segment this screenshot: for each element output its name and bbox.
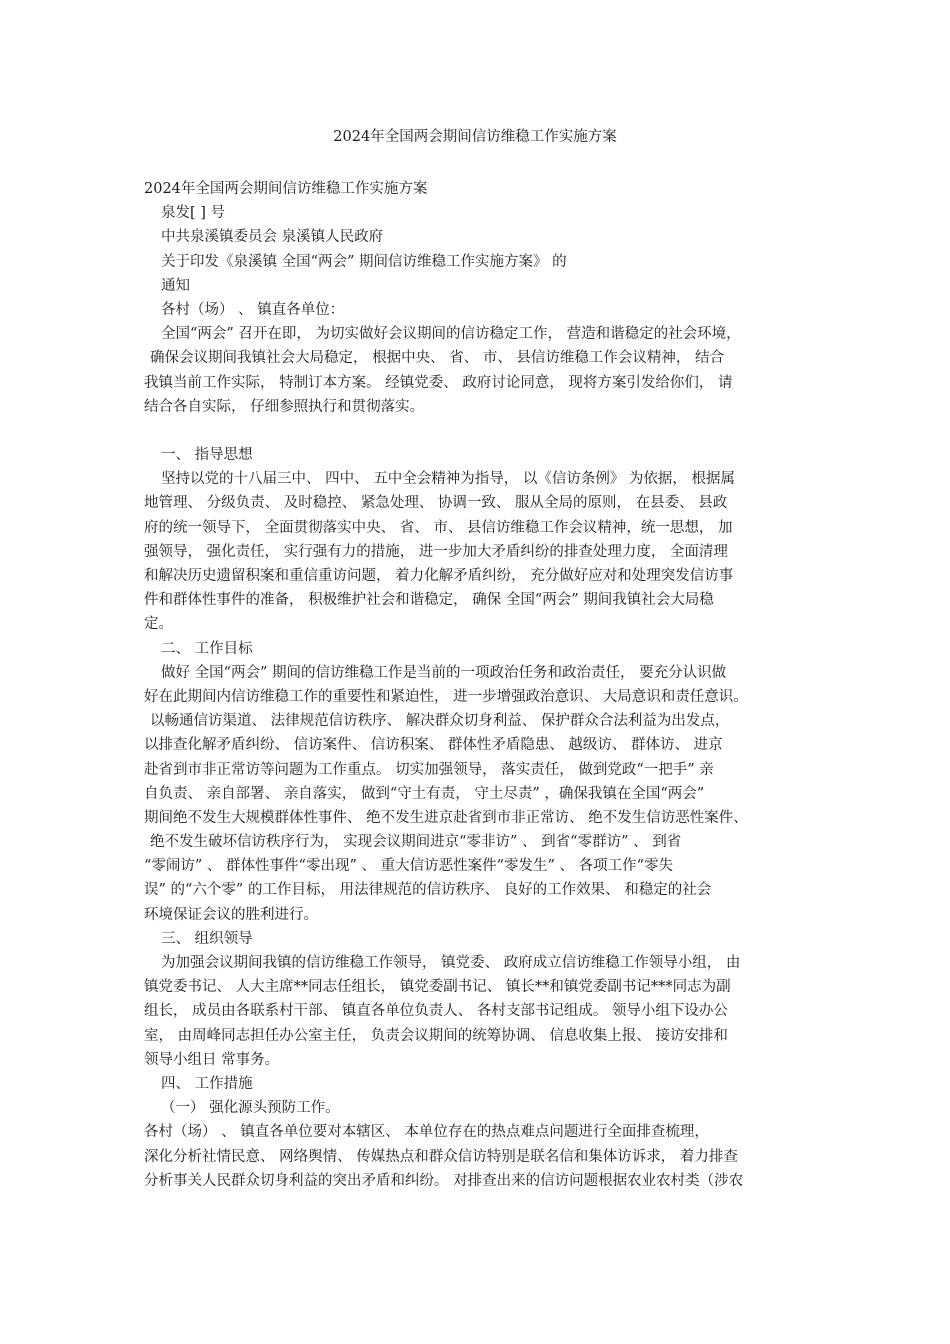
text-line: 赴省到市非正常访等问题为工作重点。 切实加强领导， 落实责任， 做到党政“一把手” 亲 xyxy=(144,761,714,778)
text-line: 好在此期间内信访维稳工作的重要性和紧迫性， 进一步增强政治意识、 大局意识和责任意识。 xyxy=(144,688,748,705)
text-line: 领导小组日 常事务。 xyxy=(144,1051,280,1068)
text-line: 期间绝不发生大规模群体性事件、 绝不发生进京赴省到市非正常访、 绝不发生信访恶性案件、 xyxy=(144,809,748,826)
document-title: 2024年全国两会期间信访维稳工作实施方案 xyxy=(333,129,617,145)
text-line: 二、 工作目标 xyxy=(161,640,253,657)
text-line: 确保会议期间我镇社会大局稳定， 根据中央、 省、 市、 县信访维稳工作会议精神， 结合 xyxy=(150,350,725,367)
text-line: 以畅通信访渠道、 法律规范信访秩序、 解决群众切身利益、 保护群众合法利益为出发点， xyxy=(150,713,730,730)
text-line: 深化分析社情民意、 网络舆情、 传媒热点和群众信访特别是联名信和集体访诉求， 着力排查 xyxy=(144,1148,738,1165)
text-line: 环境保证会议的胜利进行。 xyxy=(144,906,318,923)
text-line: 结合各自实际， 仔细参照执行和贯彻落实。 xyxy=(144,398,425,415)
text-line: 件和群体性事件的准备， 积极维护社会和谐稳定， 确保 全国“两会” 期间我镇社会大局稳 xyxy=(144,592,714,609)
text-line: 坚持以党的十八届三中、 四中、 五中全会精神为指导， 以《信访条例》 为依据， 根据属 xyxy=(161,471,736,488)
text-line: 三、 组织领导 xyxy=(161,930,253,947)
text-line: 分析事关人民群众切身利益的突出矛盾和纠纷。 对排查出来的信访问题根据农业农村类（涉农 xyxy=(144,1172,744,1189)
text-line: （一） 强化源头预防工作。 xyxy=(161,1100,340,1117)
text-line: 定。 xyxy=(144,616,173,633)
text-line: 地管理、 分级负责、 及时稳控、 紧急处理、 协调一致、 服从全局的原则， 在县委、 县政 xyxy=(144,495,728,512)
text-line: 镇党委书记、 人大主席**同志任组长， 镇党委副书记、 镇长**和镇党委副书记***同志为副 xyxy=(144,979,731,996)
text-line: 府的统一领导下， 全面贯彻落实中央、 省、 市、 县信访维稳工作会议精神，统一思想， 加 xyxy=(144,519,733,536)
text-line: 绝不发生破坏信访秩序行为， 实现会议期间进京“零非访” 、 到省“零群访” 、 到省 xyxy=(150,834,682,851)
text-line: 关于印发《泉溪镇 全国“两会” 期间信访维稳工作实施方案》 的 xyxy=(161,253,567,270)
text-line: 2024年全国两会期间信访维稳工作实施方案 xyxy=(144,181,428,197)
text-line: 组长， 成员由各联系村干部、 镇直各单位负责人、 各村支部书记组成。 领导小组下设办公 xyxy=(144,1003,728,1020)
text-line: 四、 工作措施 xyxy=(161,1075,253,1092)
document-body xyxy=(144,177,814,1193)
text-line: 自负责、 亲自部署、 亲自落实， 做到“守土有责， 守土尽责” ，确保我镇在全国“两会” xyxy=(144,785,705,802)
text-line: 强领导， 强化责任， 实行强有力的措施， 进一步加大矛盾纠纷的排查处理力度， 全面清理 xyxy=(144,543,728,560)
text-line: 全国“两会” 召开在即， 为切实做好会议期间的信访稳定工作， 营造和谐稳定的社会环境， xyxy=(161,326,741,343)
text-line: 各村（场） 、 镇直各单位要对本辖区、 本单位存在的热点难点问题进行全面排查梳理， xyxy=(144,1124,709,1141)
text-line: 误” 的“六个零” 的工作目标， 用法律规范的信访秩序、 良好的工作效果、 和稳定的社会 xyxy=(144,882,712,899)
text-line: 一、 指导思想 xyxy=(161,447,253,464)
text-line: 做好 全国“两会” 期间的信访维稳工作是当前的一项政治任务和政治责任， 要充分认识做 xyxy=(161,664,727,681)
blank-line xyxy=(144,419,814,443)
text-line: 泉发[ ] 号 xyxy=(161,205,226,222)
text-line: 我镇当前工作实际， 特制订本方案。 经镇党委、 政府讨论同意， 现将方案引发给你们， 请 xyxy=(144,374,733,391)
text-line: 各村（场） 、 镇直各单位： xyxy=(161,301,345,318)
text-line: 通知 xyxy=(161,277,190,294)
text-line: 和解决历史遗留积案和重信重访问题， 着力化解矛盾纠纷， 充分做好应对和处理突发信访事 xyxy=(144,568,734,584)
text-line: 中共泉溪镇委员会 泉溪镇人民政府 xyxy=(161,229,384,246)
text-line: 室， 由周峰同志担任办公室主任， 负责会议期间的统筹协调、 信息收集上报、 接访安排和 xyxy=(144,1027,728,1044)
text-line: 以排查化解矛盾纠纷、 信访案件、 信访积案、 群体性矛盾隐患、 越级访、 群体访、 进京 xyxy=(144,737,723,754)
text-line: 为加强会议期间我镇的信访维稳工作领导， 镇党委、 政府成立信访维稳工作领导小组， 由 xyxy=(161,955,741,971)
text-line: “零闹访” 、 群体性事件“零出现” 、 重大信访恶性案件“零发生” 、 各项工作“零失 xyxy=(144,858,674,875)
